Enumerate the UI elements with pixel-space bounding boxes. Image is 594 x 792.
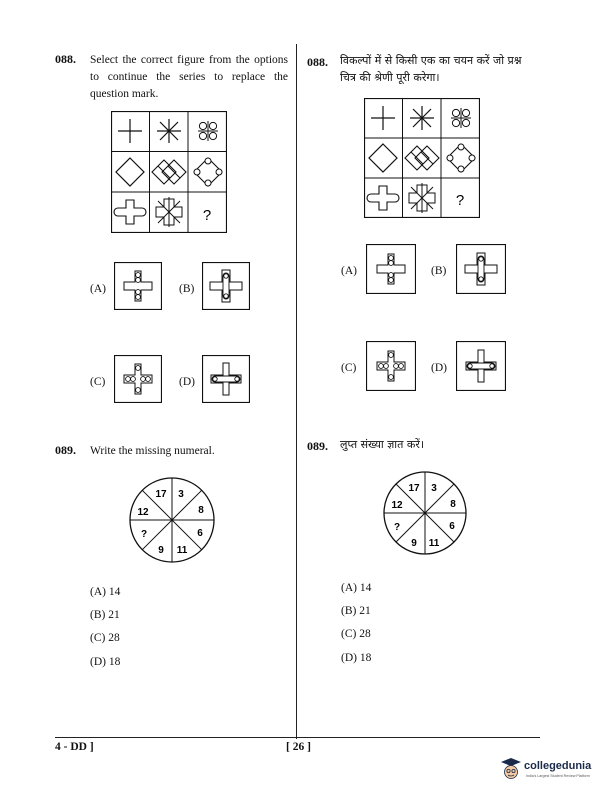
plus-icon xyxy=(118,119,142,143)
brand-name: collegedunia xyxy=(524,760,592,772)
cross-star-icon xyxy=(156,197,182,227)
option-c-cross-icon xyxy=(377,351,405,381)
wheel-number: 12 xyxy=(391,500,403,511)
q88-option-a-figure-hi[interactable] xyxy=(366,244,416,294)
wheel-number: 6 xyxy=(449,521,455,532)
q88-option-c-figure-hi[interactable] xyxy=(366,341,416,391)
q88-option-c-label[interactable]: (C) xyxy=(90,376,106,388)
star-icon xyxy=(410,106,434,130)
q89-option-a-hi[interactable]: (A) 14 xyxy=(341,582,372,594)
wheel-number: 9 xyxy=(411,538,417,549)
q89-number: 089. xyxy=(55,443,76,457)
footer-rule xyxy=(55,737,540,738)
wheel-number: 11 xyxy=(176,545,188,556)
q89-question-text: Write the missing numeral. xyxy=(90,445,215,457)
four-circles-icon xyxy=(198,121,218,141)
diamond-circles-icon xyxy=(447,144,475,172)
q89-number-hi: 089. xyxy=(307,439,328,453)
q88-question-text: Select the correct figure from the options to continue the series to replace the question mark. xyxy=(90,54,288,100)
diamond-circles-icon xyxy=(194,158,222,186)
q88-figure-grid-en xyxy=(111,111,227,233)
q88-option-a-label[interactable]: (A) xyxy=(90,283,106,295)
q89-number-wheel-en xyxy=(121,477,223,563)
q89-option-c-hi[interactable]: (C) 28 xyxy=(341,628,371,640)
q88-figure-grid-hi xyxy=(364,98,480,218)
option-b-cross-icon xyxy=(465,253,497,285)
four-circles-icon xyxy=(451,108,471,128)
q89-question-text-hi: लुप्त संख्या ज्ञात करें। xyxy=(340,438,424,451)
q89-option-a[interactable]: (A) 14 xyxy=(90,586,121,598)
option-d-cross-icon xyxy=(211,363,241,395)
footer-booklet-code: 4 - DD ] xyxy=(55,741,94,753)
round-cross-icon xyxy=(367,186,399,210)
cross-star-icon xyxy=(409,183,435,213)
q88-option-b-figure[interactable] xyxy=(202,262,250,310)
wheel-number: 8 xyxy=(450,499,456,510)
round-cross-icon xyxy=(114,200,146,224)
q88-option-b-figure-hi[interactable] xyxy=(456,244,506,294)
question-mark: ? xyxy=(202,207,212,224)
graduate-mascot-icon xyxy=(500,756,522,780)
wheel-number: 9 xyxy=(158,545,164,556)
brand-tagline: India's Largest Student Review Platform xyxy=(526,774,590,778)
wheel-number: 6 xyxy=(197,528,203,539)
star-icon xyxy=(157,119,181,143)
double-diamond-icon xyxy=(152,160,186,184)
q88-option-d-figure[interactable] xyxy=(202,355,250,403)
option-c-cross-icon xyxy=(124,364,152,394)
q88-option-b-label-hi[interactable]: (B) xyxy=(431,265,447,277)
wheel-number: 3 xyxy=(431,483,437,494)
diamond-icon xyxy=(116,158,144,186)
q88-option-a-figure[interactable] xyxy=(114,262,162,310)
q88-option-c-label-hi[interactable]: (C) xyxy=(341,362,357,374)
wheel-number: 3 xyxy=(178,489,184,500)
wheel-number: 11 xyxy=(428,538,440,549)
plus-icon xyxy=(371,106,395,130)
q88-option-a-label-hi[interactable]: (A) xyxy=(341,265,357,277)
collegedunia-watermark xyxy=(500,754,590,786)
double-diamond-icon xyxy=(405,146,439,170)
q89-option-c[interactable]: (C) 28 xyxy=(90,632,120,644)
option-a-cross-icon xyxy=(377,254,405,284)
q88-option-b-label[interactable]: (B) xyxy=(179,283,195,295)
diamond-icon xyxy=(369,144,397,172)
q89-number-wheel-hi xyxy=(375,471,475,555)
option-b-cross-icon xyxy=(210,270,242,302)
q89-option-d-hi[interactable]: (D) 18 xyxy=(341,652,372,664)
wheel-number: 17 xyxy=(155,489,167,500)
q89-option-b-hi[interactable]: (B) 21 xyxy=(341,605,371,617)
option-a-cross-icon xyxy=(124,271,152,301)
q88-question-text-hi: विकल्पों में से किसी एक का चयन करें जो प्रश्न चित्र की श्रेणी पूरी करेगा। xyxy=(340,54,522,84)
q88-option-d-figure-hi[interactable] xyxy=(456,341,506,391)
question-mark: ? xyxy=(455,192,465,209)
q88-number: 088. xyxy=(55,52,76,66)
q89-option-b[interactable]: (B) 21 xyxy=(90,609,120,621)
wheel-number: 12 xyxy=(137,507,149,518)
wheel-number: 17 xyxy=(408,483,420,494)
q88-option-d-label[interactable]: (D) xyxy=(179,376,195,388)
column-divider xyxy=(296,44,297,739)
footer-page-number: [ 26 ] xyxy=(286,741,311,753)
wheel-number: 8 xyxy=(198,505,204,516)
wheel-number: ? xyxy=(393,522,401,533)
q88-option-c-figure[interactable] xyxy=(114,355,162,403)
wheel-number: ? xyxy=(140,529,148,540)
option-d-cross-icon xyxy=(466,350,496,382)
q88-number-hi: 088. xyxy=(307,55,328,69)
q88-option-d-label-hi[interactable]: (D) xyxy=(431,362,447,374)
q89-option-d[interactable]: (D) 18 xyxy=(90,656,121,668)
